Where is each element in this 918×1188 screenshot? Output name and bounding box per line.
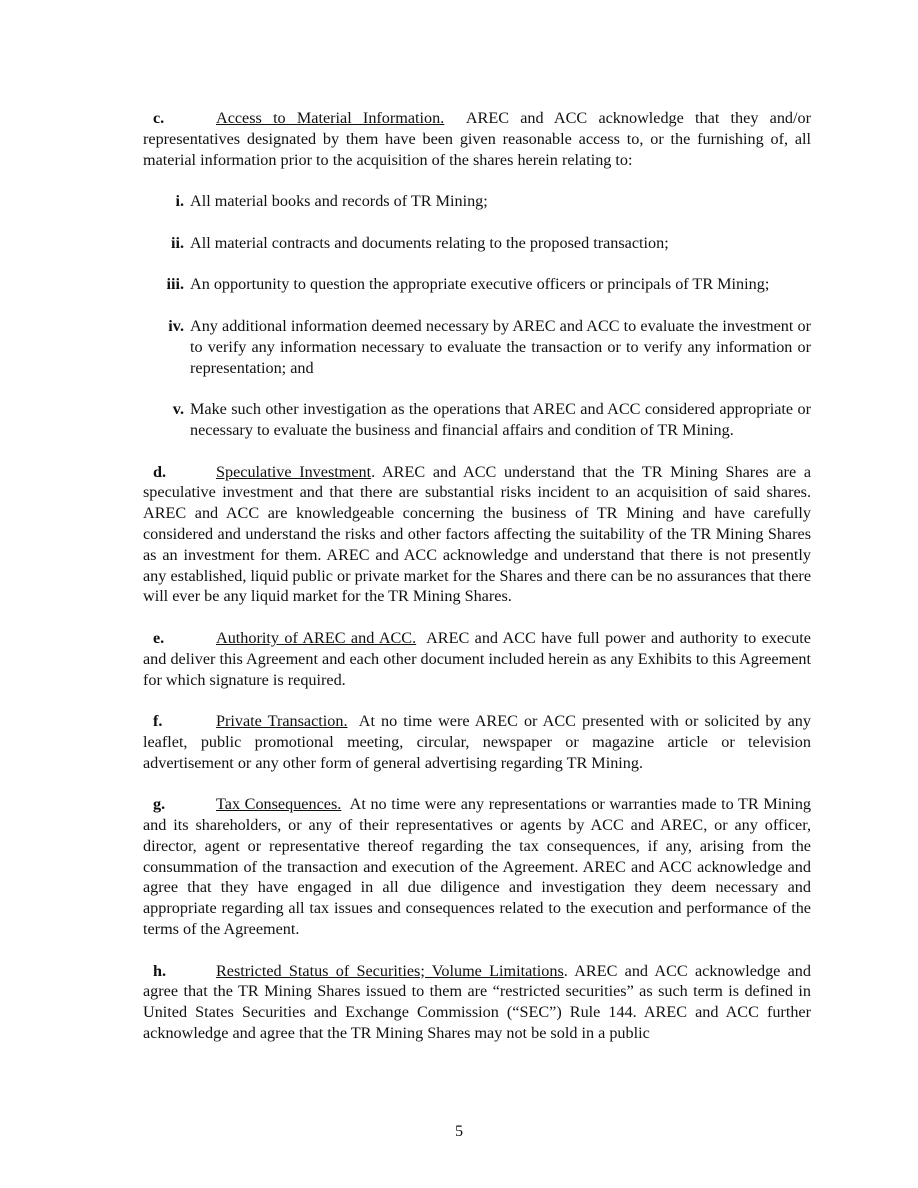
section-g [143, 794, 811, 940]
section-d-heading: Speculative Investment [216, 462, 372, 481]
list-item-number: i. [175, 192, 184, 211]
list-item-text: Make such other investigation as the operations that AREC and ACC considered appropriate or necessary to evaluate the business and financial affairs and condition of TR Mining. [190, 400, 811, 439]
list-item [143, 316, 811, 378]
list-item-number: ii. [170, 233, 184, 252]
section-e [143, 628, 811, 690]
section-h-heading: Restricted Status of Securities; Volume Limitations [216, 961, 564, 980]
list-item-text: An opportunity to question the appropriate executive officers or principals of TR Mining; [190, 275, 770, 294]
section-g-letter: g. [153, 795, 166, 814]
section-e-body: AREC and ACC have full power and authority to execute and deliver this Agreement and each other document included herein as any Exhibits to this Agreement for which signature is required. [143, 628, 811, 689]
section-d-body: . AREC and ACC understand that the TR Mining Shares are a speculative investment and that there are substantial risks incident to an acquisition of said shares. AREC and ACC are knowledgeable concerning the business of TR Mining and have carefully considered and understand the risks and other factors affecting the suitability of the TR Mining Shares as an investment for them. AREC and ACC acknowledge and understand that there is not presently any established, liquid public or private market for the Shares and there can be no assurances that there will ever be any liquid market for the TR Mining Shares. [143, 462, 811, 606]
section-f-heading: Private Transaction. [216, 712, 348, 731]
list-item [143, 274, 811, 295]
section-c-letter: c. [153, 109, 165, 127]
section-e-heading: Authority of AREC and ACC. [216, 628, 417, 647]
list-item-number: iv. [168, 316, 184, 335]
section-f-letter: f. [153, 712, 163, 731]
section-c-body: AREC and ACC acknowledge that they and/or representatives designated by them have been given reasonable access to, or the furnishing of, all material information prior to the acquisition of the shares herein relating to: [143, 109, 811, 169]
section-d-letter: d. [153, 462, 167, 481]
section-c-list [143, 191, 811, 441]
list-item-text: All material contracts and documents relating to the proposed transaction; [190, 233, 669, 252]
section-h [143, 961, 811, 1044]
list-item-number: iii. [166, 275, 184, 294]
list-item-text: All material books and records of TR Mining; [190, 192, 488, 211]
list-item [143, 191, 811, 212]
section-e-letter: e. [153, 628, 165, 647]
section-d [143, 462, 811, 608]
list-item-number: v. [172, 400, 184, 419]
section-h-letter: h. [153, 961, 167, 980]
document-page [143, 108, 811, 1065]
list-item [143, 399, 811, 441]
section-g-body: At no time were any representations or warranties made to TR Mining and its shareholders, or any of their representatives or agents by ACC and AREC, or any officer, director, agent or representative thereof regarding the tax consequences, if any, arising from the consummation of the transaction and execution of the Agreement. AREC and ACC acknowledge and agree that they have engaged in all due diligence and investigation they deem necessary and appropriate regarding all tax issues and consequences related to the execution and performance of the terms of the Agreement. [143, 795, 812, 939]
section-h-body: . AREC and ACC acknowledge and agree that the TR Mining Shares issued to them are “restricted securities” as such term is defined in United States Securities and Exchange Commission (“SEC”) Rule 144. AREC and ACC further acknowledge and agree that the TR Mining Shares may not be sold in a public [143, 961, 811, 1043]
section-f [143, 711, 811, 773]
section-f-body: At no time were AREC or ACC presented with or solicited by any leaflet, public promotional meeting, circular, newspaper or magazine article or television advertisement or any other form of general advertising regarding TR Mining. [143, 712, 811, 772]
section-c [143, 108, 811, 170]
section-g-heading: Tax Consequences. [216, 795, 342, 814]
page-number: 5 [454, 1122, 464, 1140]
list-item [143, 233, 811, 254]
list-item-text: Any additional information deemed necessary by AREC and ACC to evaluate the investment or to verify any information necessary to evaluate the transaction or to verify any information or representation; and [190, 316, 811, 377]
section-c-heading: Access to Material Information. [216, 109, 445, 127]
